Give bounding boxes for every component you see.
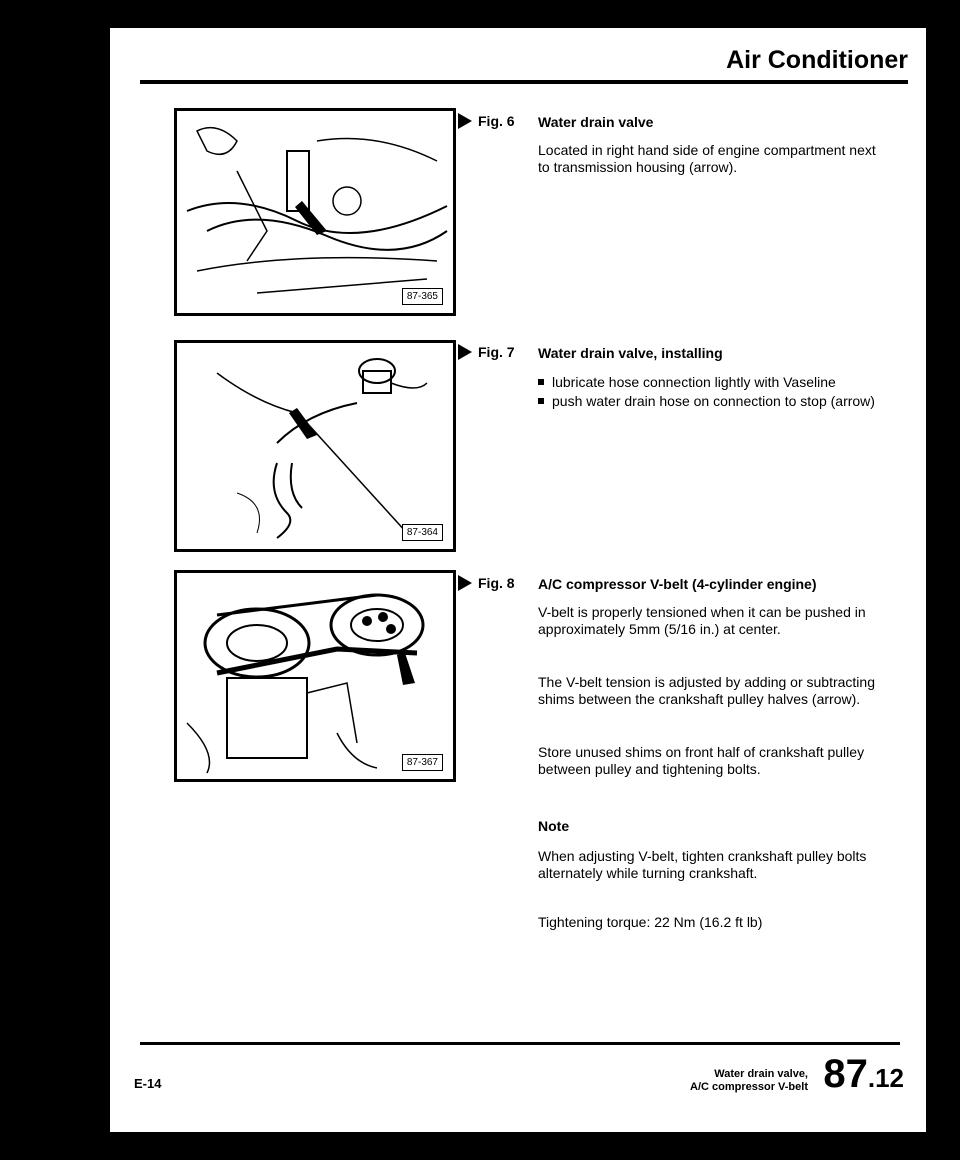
list-item: lubricate hose connection lightly with Vaseline bbox=[538, 374, 878, 391]
figure-code: 87-364 bbox=[402, 524, 443, 541]
footer-description: Water drain valve, A/C compressor V-belt bbox=[690, 1068, 808, 1093]
list-item: push water drain hose on connection to stop (arrow) bbox=[538, 393, 878, 410]
torque-spec: Tightening torque: 22 Nm (16.2 ft lb) bbox=[538, 914, 763, 930]
pointer-triangle-icon bbox=[458, 344, 472, 360]
note-heading: Note bbox=[538, 818, 570, 834]
figure-6-label: Fig. 6 bbox=[458, 113, 515, 129]
figure-8-label: Fig. 8 bbox=[458, 575, 515, 591]
figure-7-illustration bbox=[174, 340, 456, 552]
page-code: E-14 bbox=[134, 1076, 162, 1091]
bullet-list bbox=[538, 374, 878, 412]
figure-8-illustration bbox=[174, 570, 456, 782]
paragraph: Located in right hand side of engine compartment next to transmission housing (arrow). bbox=[538, 142, 876, 175]
pointer-triangle-icon bbox=[458, 113, 472, 129]
section-number: 87.12 bbox=[823, 1052, 904, 1096]
paragraph: Store unused shims on front half of crankshaft pulley between pulley and tightening bolts. bbox=[538, 744, 865, 777]
section-title: Water drain valve, installing bbox=[538, 345, 723, 361]
manual-page bbox=[110, 28, 926, 1132]
figure-code: 87-367 bbox=[402, 754, 443, 771]
pointer-triangle-icon bbox=[458, 575, 472, 591]
page-title: Air Conditioner bbox=[726, 46, 908, 74]
section-title: A/C compressor V-belt (4-cylinder engine) bbox=[538, 576, 817, 592]
section-title: Water drain valve bbox=[538, 114, 654, 130]
figure-code: 87-365 bbox=[402, 288, 443, 305]
paragraph: V-belt is properly tensioned when it can be pushed in approximately 5mm (5/16 in.) at center. bbox=[538, 604, 866, 637]
figure-7-label: Fig. 7 bbox=[458, 344, 515, 360]
figure-6-illustration bbox=[174, 108, 456, 316]
note-text: When adjusting V-belt, tighten crankshaft pulley bolts alternately while turning crankshaft. bbox=[538, 848, 867, 881]
paragraph: The V-belt tension is adjusted by adding or subtracting shims between the crankshaft pulley halves (arrow). bbox=[538, 674, 875, 707]
footer-rule bbox=[140, 1042, 900, 1045]
header-rule bbox=[140, 80, 908, 84]
